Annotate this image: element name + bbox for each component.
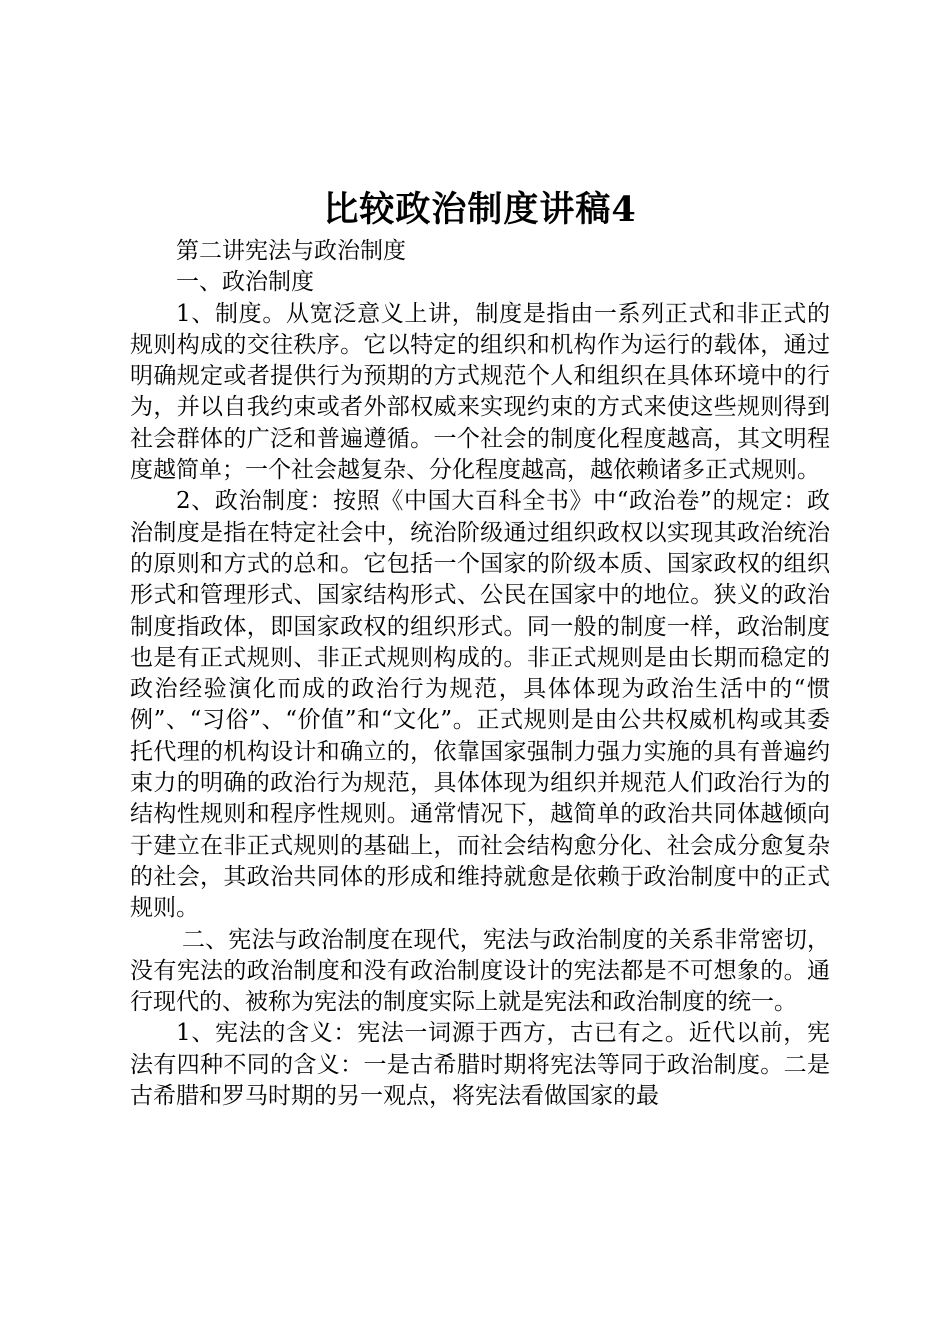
document-title: 比较政治制度讲稿4 — [323, 189, 637, 230]
paragraph-political-institution: 2、政治制度：按照《中国大百科全书》中“政治卷”的规定：政治制度是指在特定社会中，统治阶级通过组织政权以实现其政治统治的原则和方式的总和。它包括一个国家的阶级本质、国家政权的组织形式和管理形式、国家结构形式、公民在国家中的地位。狭义的政治制度指政体，即国家政权的组织形式。同一般的制度一样，政治制度也是有正式规则、非正式规则构成的。非正式规则是由长期而稳定的政治经验演化而成的政治行为规范，具体体现为政治生活中的“惯例”、“习俗”、“价值”和“文化”。正式规则是由公共权威机构或其委托代理的机构设计和确立的，依靠国家强制力强力实施的具有普遍约束力的明确的政治行为规范，具体体现为组织并规范人们政治行为的结构性规则和程序性规则。通常情况下，越简单的政治共同体越倾向于建立在非正式规则的基础上，而社会结构愈分化、社会成分愈复杂的社会，其政治共同体的形成和维持就愈是依赖于政治制度中的正式规则。 — [130, 488, 830, 922]
document-page — [130, 188, 830, 1112]
paragraph-constitution-meaning: 1、宪法的含义：宪法一词源于西方，古已有之。近代以前，宪法有四种不同的含义：一是古希腊时期将宪法等同于政治制度。二是古希腊和罗马时期的另一观点，将宪法看做国家的最 — [130, 1020, 830, 1110]
paragraph-institution: 1、制度。从宽泛意义上讲，制度是指由一系列正式和非正式的规则构成的交往秩序。它以特定的组织和机构作为运行的载体，通过明确规定或者提供行为预期的方式规范个人和组织在具体环境中的行为，并以自我约束或者外部权威来实现约束的方式来使这些规则得到社会群体的广泛和普遍遵循。一个社会的制度化程度越高，其文明程度越简单；一个社会越复杂、分化程度越高，越依赖诸多正式规则。 — [130, 300, 830, 484]
section-heading-lecture: 第二讲宪法与政治制度 — [176, 238, 406, 264]
paragraph-constitution-and-political-system: 二、宪法与政治制度在现代，宪法与政治制度的关系非常密切，没有宪法的政治制度和没有政治制度设计的宪法都是不可想象的。通行现代的、被称为宪法的制度实际上就是宪法和政治制度的统一。 — [130, 926, 830, 1016]
section-heading-political-system: 一、政治制度 — [176, 269, 314, 296]
